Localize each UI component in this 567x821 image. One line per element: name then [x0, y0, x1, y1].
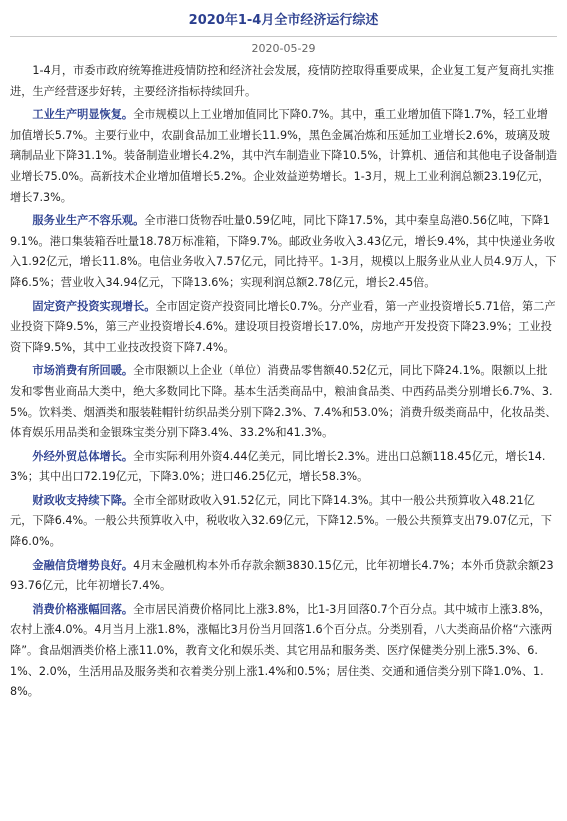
- section-heading: 固定资产投资实现增长。: [32, 299, 156, 313]
- title-divider: [10, 36, 557, 37]
- section-text: 全市实际利用外资4.44亿美元，同比增长2.3%。进出口总额118.45亿元，增长14.3%；其中出口72.19亿元，下降3.0%；进口46.25亿元，增长58.3%。: [10, 449, 546, 484]
- section-heading: 财政收支持续下降。: [32, 493, 134, 507]
- section-heading: 服务业生产不容乐观。: [32, 214, 145, 228]
- section-text: 全市港口货物吞吐量0.59亿吨，同比下降17.5%，其中秦皇岛港0.56亿吨，下降19.1%。港口集装箱吞吐量18.78万标准箱，下降9.7%。邮政业务收入3.43亿元，增长9.4%，其中快递业务收入1.92亿元，增长11.8%。电信业务收入7.57亿元，同比持平。1-3月，规模以上服务业从业人员4.9万人，下降6.5%；营业收入34.94亿元，下降13.6%；实现利润总额2.78亿元，增长2.45倍。: [10, 214, 557, 289]
- section-prices: [10, 600, 557, 703]
- article-title: 2020年1-4月全市经济运行综述: [188, 13, 379, 28]
- section-credit: [10, 556, 557, 597]
- section-heading: 市场消费有所回暖。: [32, 364, 134, 378]
- intro-paragraph: 1-4月，市委市政府统筹推进疫情防控和经济社会发展，疫情防控取得重要成果，企业复工复产复商扎实推进，生产经营逐步好转，主要经济指标持续回升。: [10, 64, 555, 98]
- section-consumption: [10, 361, 557, 443]
- section-investment: [10, 297, 557, 359]
- section-heading: 外经外贸总体增长。: [32, 449, 134, 463]
- article-body: [10, 61, 557, 703]
- section-foreign-trade: [10, 447, 557, 488]
- section-finance-revenue: [10, 491, 557, 553]
- section-heading: 工业生产明显恢复。: [32, 108, 134, 122]
- publish-date: 2020-05-29: [251, 42, 316, 55]
- section-services: [10, 211, 557, 293]
- section-industry: [10, 105, 557, 208]
- section-text: 全市居民消费价格同比上涨3.8%，比1-3月回落0.7个百分点。其中城市上涨3.8%，农村上涨4.0%。4月当月上涨1.8%，涨幅比3月份当月回落1.6个百分点。分类别看，八大类商品价格“六涨两降”。食品烟酒类价格上涨11.0%，教育文化和娱乐类、其它用品和服务类、医疗保健类分别上涨5.3%、6.1%、2.0%，生活用品及服务类和衣着类分别上涨1.4%和0.5%；居住类、交通和通信类分别下降1.0%、1.8%。: [10, 602, 553, 699]
- section-text: 全市规模以上工业增加值同比下降0.7%。其中，重工业增加值下降1.7%，轻工业增加值增长5.7%。主要行业中，农副食品加工业增长11.9%，黑色金属冶炼和压延加工业增长2.6%，玻璃及玻璃制品业下降31.1%。装备制造业增长4.2%，其中汽车制造业下降10.5%，计算机、通信和其他电子设备制造业增长75.0%。高新技术企业增加值增长5.2%。企业效益逆势增长。1-3月，规上工业利润总额23.19亿元，增长7.3%。: [10, 108, 558, 204]
- section-text: 全市全部财政收入91.52亿元，同比下降14.3%。其中一般公共预算收入48.21亿元，下降6.4%。一般公共预算收入中，税收收入32.69亿元，下降12.5%。一般公共预算支出79.07亿元，下降6.0%。: [10, 493, 552, 549]
- section-heading: 消费价格涨幅回落。: [32, 602, 134, 616]
- section-heading: 金融信贷增势良好。: [32, 558, 134, 572]
- section-text: 4月末金融机构本外币存款余额3830.15亿元，比年初增长4.7%；本外币贷款余额2393.76亿元，比年初增长7.4%。: [10, 558, 554, 593]
- section-text: 全市限额以上企业（单位）消费品零售额40.52亿元，同比下降24.1%。限额以上批发和零售业商品大类中，绝大多数同比下降。基本生活类商品中，粮油食品类、中西药品类分别增长6.7%、3.5%。饮料类、烟酒类和服装鞋帽针纺织品类分别下降2.3%、7.4%和53.0%；消费升级类商品中，化妆品类、体育娱乐用品类和金银珠宝类分别下降3.4%、33.2%和41.3%。: [10, 364, 557, 440]
- section-text: 全市固定资产投资同比增长0.7%。分产业看，第一产业投资增长5.71倍，第二产业投资下降9.5%，第三产业投资增长4.6%。建设项目投资增长17.0%，房地产开发投资下降23.9%；工业投资下降9.5%，其中工业技改投资下降7.4%。: [10, 299, 556, 354]
